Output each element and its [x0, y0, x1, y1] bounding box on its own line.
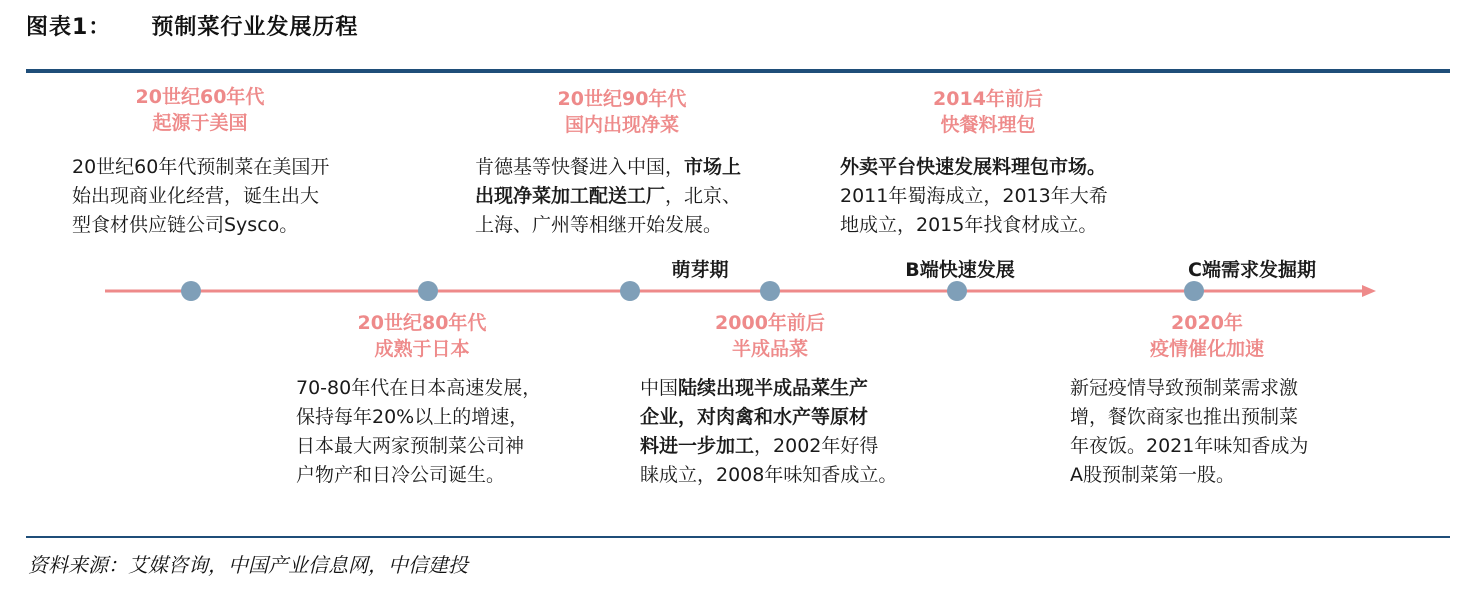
description-emphasis: 陆续出现半成品菜生产 — [678, 377, 869, 399]
description-line — [1070, 403, 1308, 432]
milestone-description — [640, 374, 897, 490]
description-line — [640, 403, 897, 432]
figure-title-text: 预制菜行业发展历程 — [151, 15, 359, 40]
milestone-theme: 半成品菜 — [731, 338, 808, 360]
description-line — [475, 211, 741, 240]
description-line — [296, 403, 541, 432]
description-text: 70-80年代在日本高速发展， — [296, 377, 542, 399]
source-note: 资料来源：艾媒咨询，中国产业信息网，中信建投 — [28, 553, 468, 577]
milestone-heading — [70, 84, 330, 136]
description-line — [72, 211, 329, 240]
timeline-node — [947, 281, 967, 301]
milestone-theme: 疫情催化加速 — [1149, 338, 1264, 360]
description-emphasis: 外卖平台快速发展料理包市场。 — [840, 156, 1107, 178]
description-emphasis: 料进一步加工 — [640, 435, 755, 457]
description-line — [840, 153, 1108, 182]
description-line — [840, 182, 1108, 211]
figure-label: 图表1： — [26, 15, 112, 40]
milestone-period: 20世纪90年代 — [557, 88, 687, 110]
description-line — [1070, 461, 1308, 490]
description-text: 新冠疫情导致预制菜需求激 — [1070, 377, 1299, 399]
milestone-heading — [1077, 310, 1337, 362]
timeline-node — [181, 281, 201, 301]
milestone-theme: 起源于美国 — [152, 112, 248, 134]
timeline-node — [418, 281, 438, 301]
description-text: ，北京、 — [665, 185, 742, 207]
milestone-description — [1070, 374, 1308, 490]
description-line — [296, 461, 541, 490]
description-text: 中国 — [640, 377, 679, 399]
description-line — [1070, 432, 1308, 461]
description-text: 年夜饭。2021年味知香成为 — [1070, 435, 1309, 457]
milestone-description — [840, 153, 1108, 240]
description-text: A股预制菜第一股。 — [1070, 464, 1235, 486]
description-text: 上海、广州等相继开始发展。 — [475, 214, 723, 236]
description-text: 型食材供应链公司Sysco。 — [72, 214, 299, 236]
description-text: 20世纪60年代预制菜在美国开 — [72, 156, 330, 178]
milestone-description — [72, 153, 329, 240]
description-emphasis: 市场上 — [684, 156, 742, 178]
milestone-period: 2020年 — [1171, 312, 1243, 334]
description-text: ，2002年好得 — [754, 435, 879, 457]
milestone-theme: 国内出现净菜 — [564, 114, 679, 136]
milestone-heading — [292, 310, 552, 362]
description-text: 保持每年20%以上的增速， — [296, 406, 529, 428]
timeline-arrowhead — [1362, 285, 1376, 297]
description-line — [640, 432, 897, 461]
milestone-description — [296, 374, 541, 490]
phase-label: C端需求发掘期 — [1188, 259, 1316, 281]
milestone-heading — [492, 86, 752, 138]
milestone-period: 2000年前后 — [715, 312, 825, 334]
description-emphasis: 企业，对肉禽和水产等原材 — [640, 406, 869, 428]
timeline-node — [760, 281, 780, 301]
timeline-node — [1184, 281, 1204, 301]
description-line — [72, 153, 329, 182]
milestone-period: 20世纪80年代 — [357, 312, 487, 334]
phase-label: B端快速发展 — [905, 259, 1015, 281]
description-line — [640, 374, 897, 403]
bottom-rule — [26, 536, 1450, 538]
description-line — [296, 432, 541, 461]
milestone-heading — [858, 86, 1118, 138]
description-text: 地成立，2015年找食材成立。 — [840, 214, 1098, 236]
description-text: 睐成立，2008年味知香成立。 — [640, 464, 898, 486]
description-line — [640, 461, 897, 490]
milestone-heading — [640, 310, 900, 362]
description-emphasis: 出现净菜加工配送工厂 — [475, 185, 666, 207]
timeline-node — [620, 281, 640, 301]
description-text: 户物产和日冷公司诞生。 — [296, 464, 506, 486]
milestone-period: 2014年前后 — [933, 88, 1043, 110]
milestone-theme: 快餐料理包 — [940, 114, 1036, 136]
description-line — [1070, 374, 1308, 403]
description-line — [840, 211, 1108, 240]
milestone-theme: 成熟于日本 — [374, 338, 470, 360]
milestone-period: 20世纪60年代 — [135, 86, 265, 108]
description-line — [475, 182, 741, 211]
description-line — [296, 374, 541, 403]
description-text: 增，餐饮商家也推出预制菜 — [1070, 406, 1299, 428]
milestone-description — [475, 153, 741, 240]
description-text: 2011年蜀海成立，2013年大希 — [840, 185, 1108, 207]
description-text: 日本最大两家预制菜公司神 — [296, 435, 525, 457]
description-line — [475, 153, 741, 182]
description-text: 始出现商业化经营，诞生出大 — [72, 185, 320, 207]
description-line — [72, 182, 329, 211]
description-text: 肯德基等快餐进入中国， — [475, 156, 685, 178]
phase-label: 萌芽期 — [671, 259, 729, 281]
